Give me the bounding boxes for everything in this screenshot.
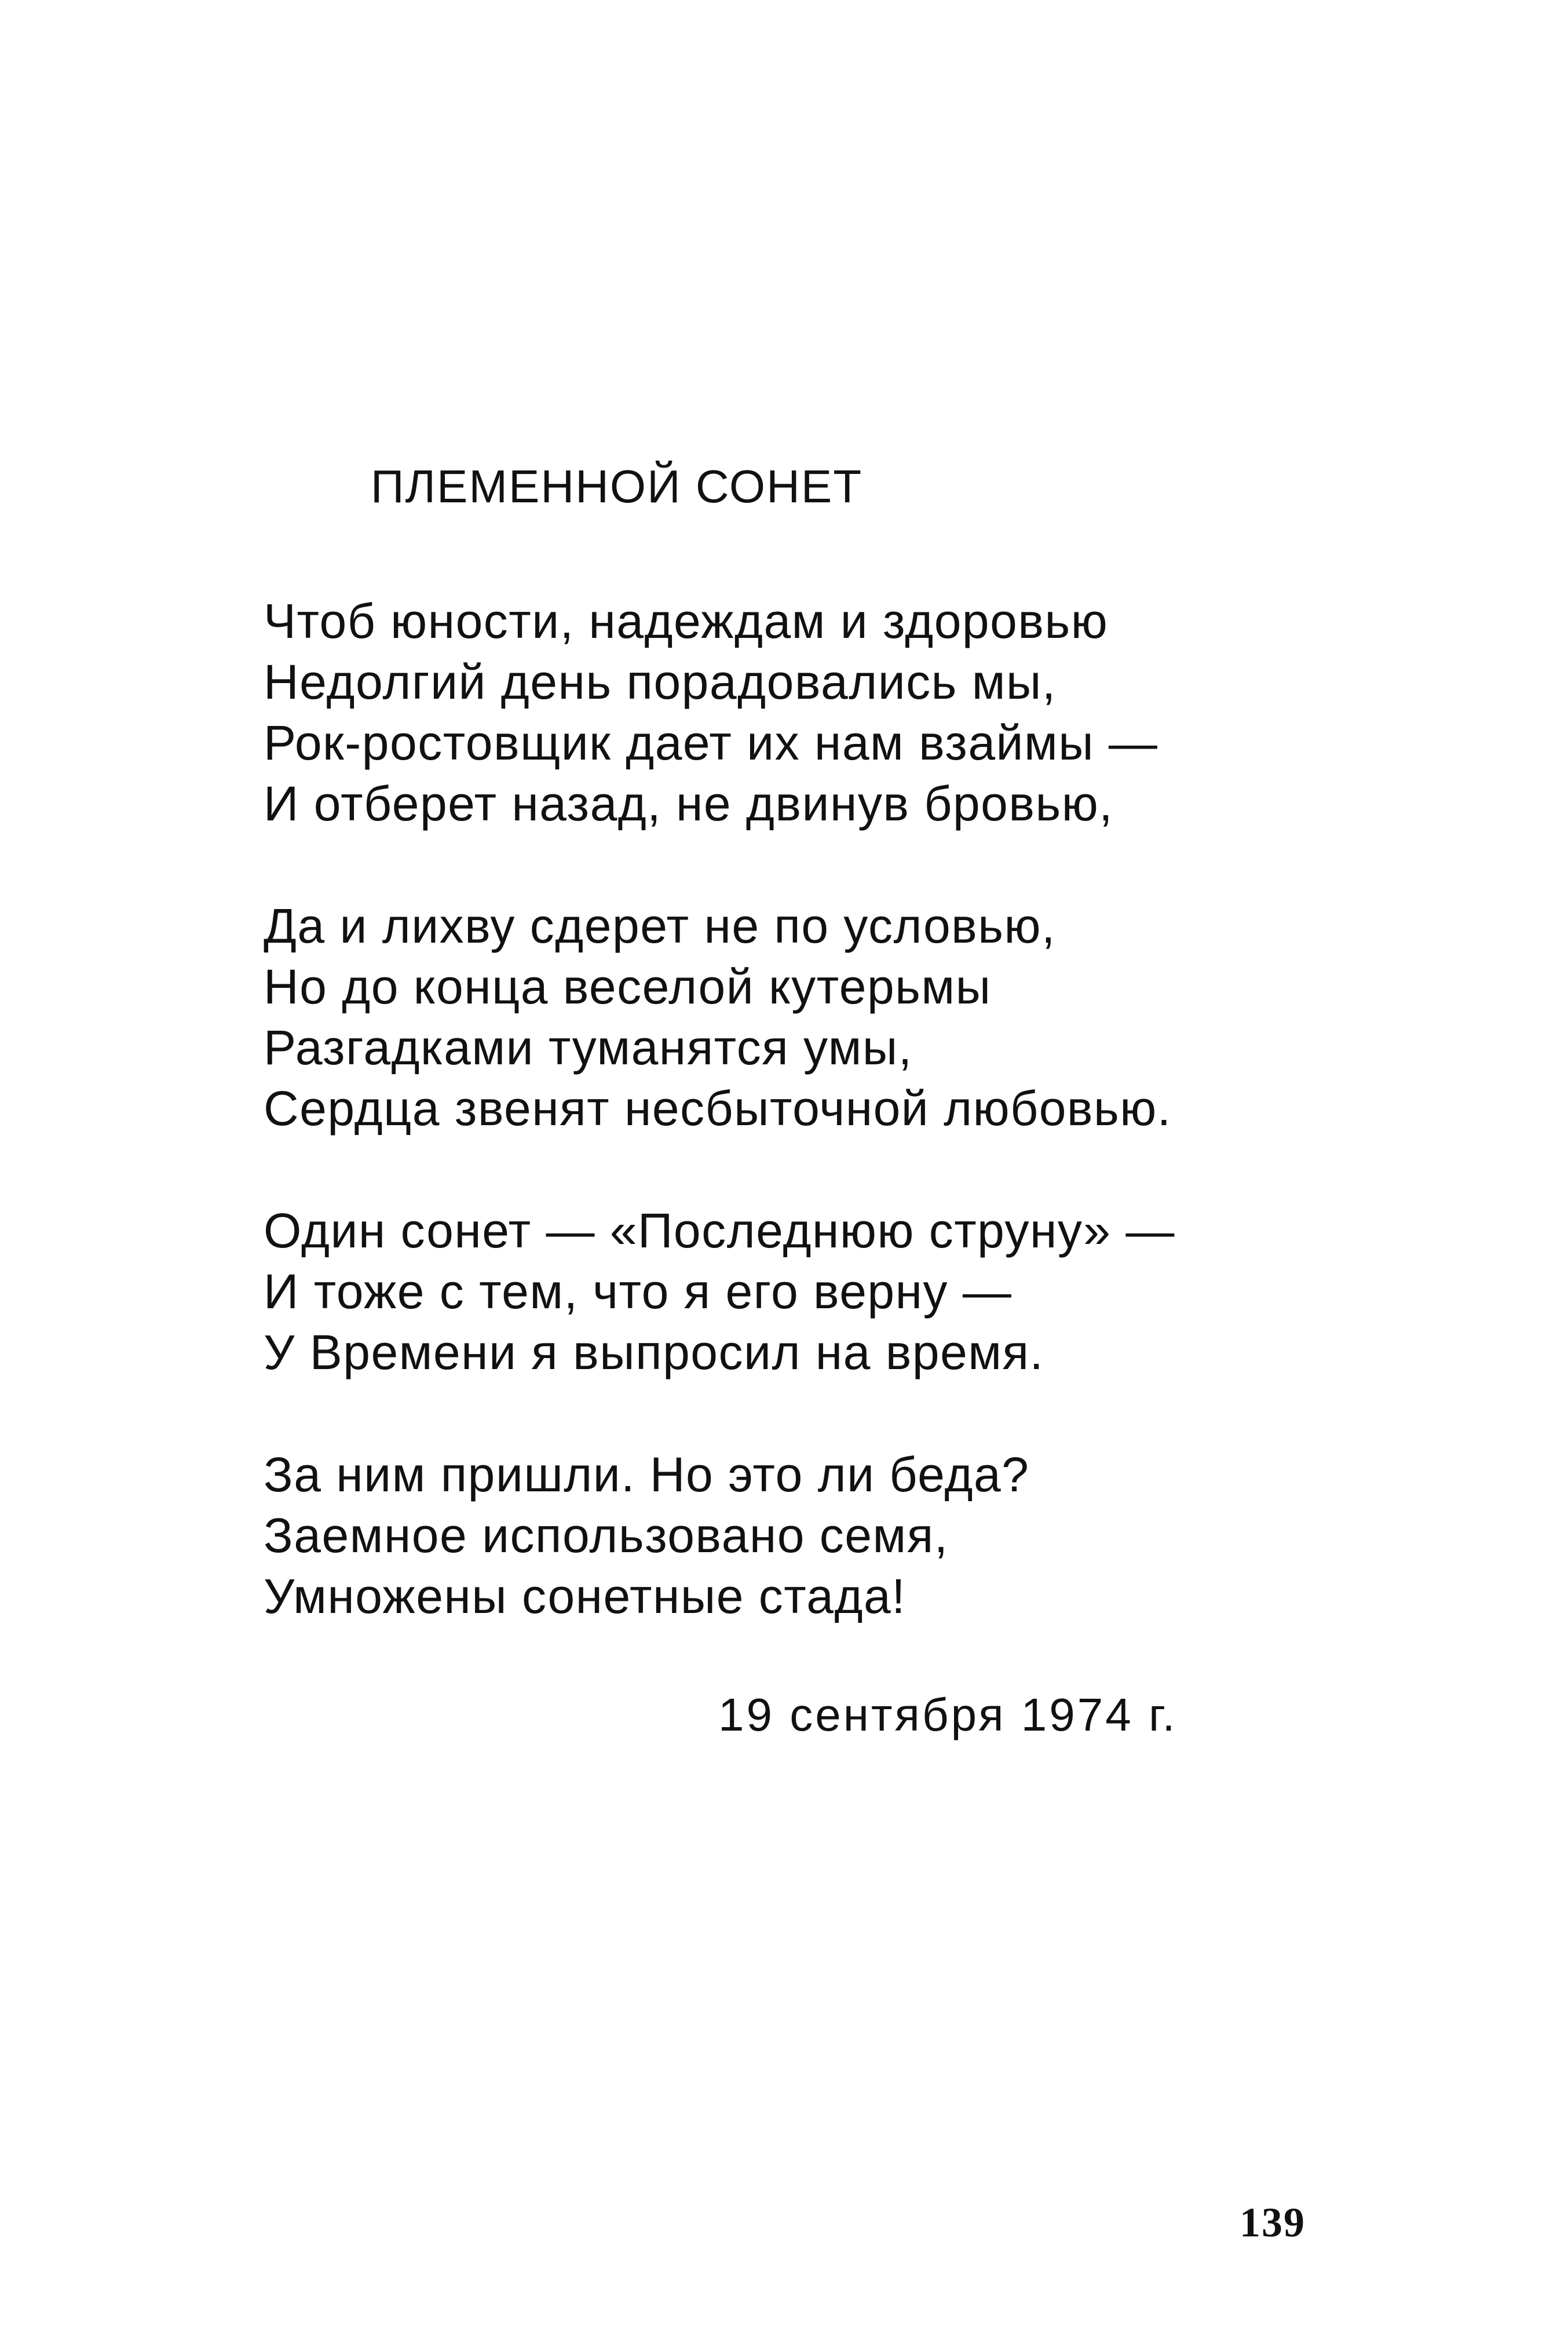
poem-line: Чтоб юности, надеждам и здоровью <box>264 594 1109 648</box>
poem-line: И отберет назад, не двинув бровью, <box>264 776 1114 831</box>
poem-title: ПЛЕМЕННОЙ СОНЕТ <box>371 461 863 512</box>
page-number: 139 <box>1240 2199 1306 2246</box>
stanza <box>264 591 1422 834</box>
poem-line: За ним пришли. Но это ли беда? <box>264 1447 1030 1502</box>
poem-line: Недолгий день порадовались мы, <box>264 655 1057 709</box>
poem-line: Да и лихву сдерет не по условью, <box>264 899 1056 953</box>
poem-date: 19 сентября 1974 г. <box>718 1689 1178 1740</box>
poem-line: Один сонет — «Последнюю струну» — <box>264 1203 1175 1258</box>
poem-line: И тоже с тем, что я его верну — <box>264 1264 1013 1319</box>
stanza <box>264 1200 1422 1383</box>
poem-line: Разгадками туманятся умы, <box>264 1020 913 1075</box>
poem-line: У Времени я выпросил на время. <box>264 1325 1044 1380</box>
poem-line: Но до конца веселой кутерьмы <box>264 959 992 1014</box>
stanza <box>264 896 1422 1139</box>
poem-line: Сердца звенят несбыточной любовью. <box>264 1081 1172 1136</box>
poem-line: Заемное использовано семя, <box>264 1508 949 1563</box>
stanza <box>264 1444 1422 1627</box>
poem-line: Умножены сонетные стада! <box>264 1569 907 1623</box>
poem-body <box>264 591 1422 1688</box>
poem-line: Рок-ростовщик дает их нам взаймы — <box>264 716 1158 770</box>
